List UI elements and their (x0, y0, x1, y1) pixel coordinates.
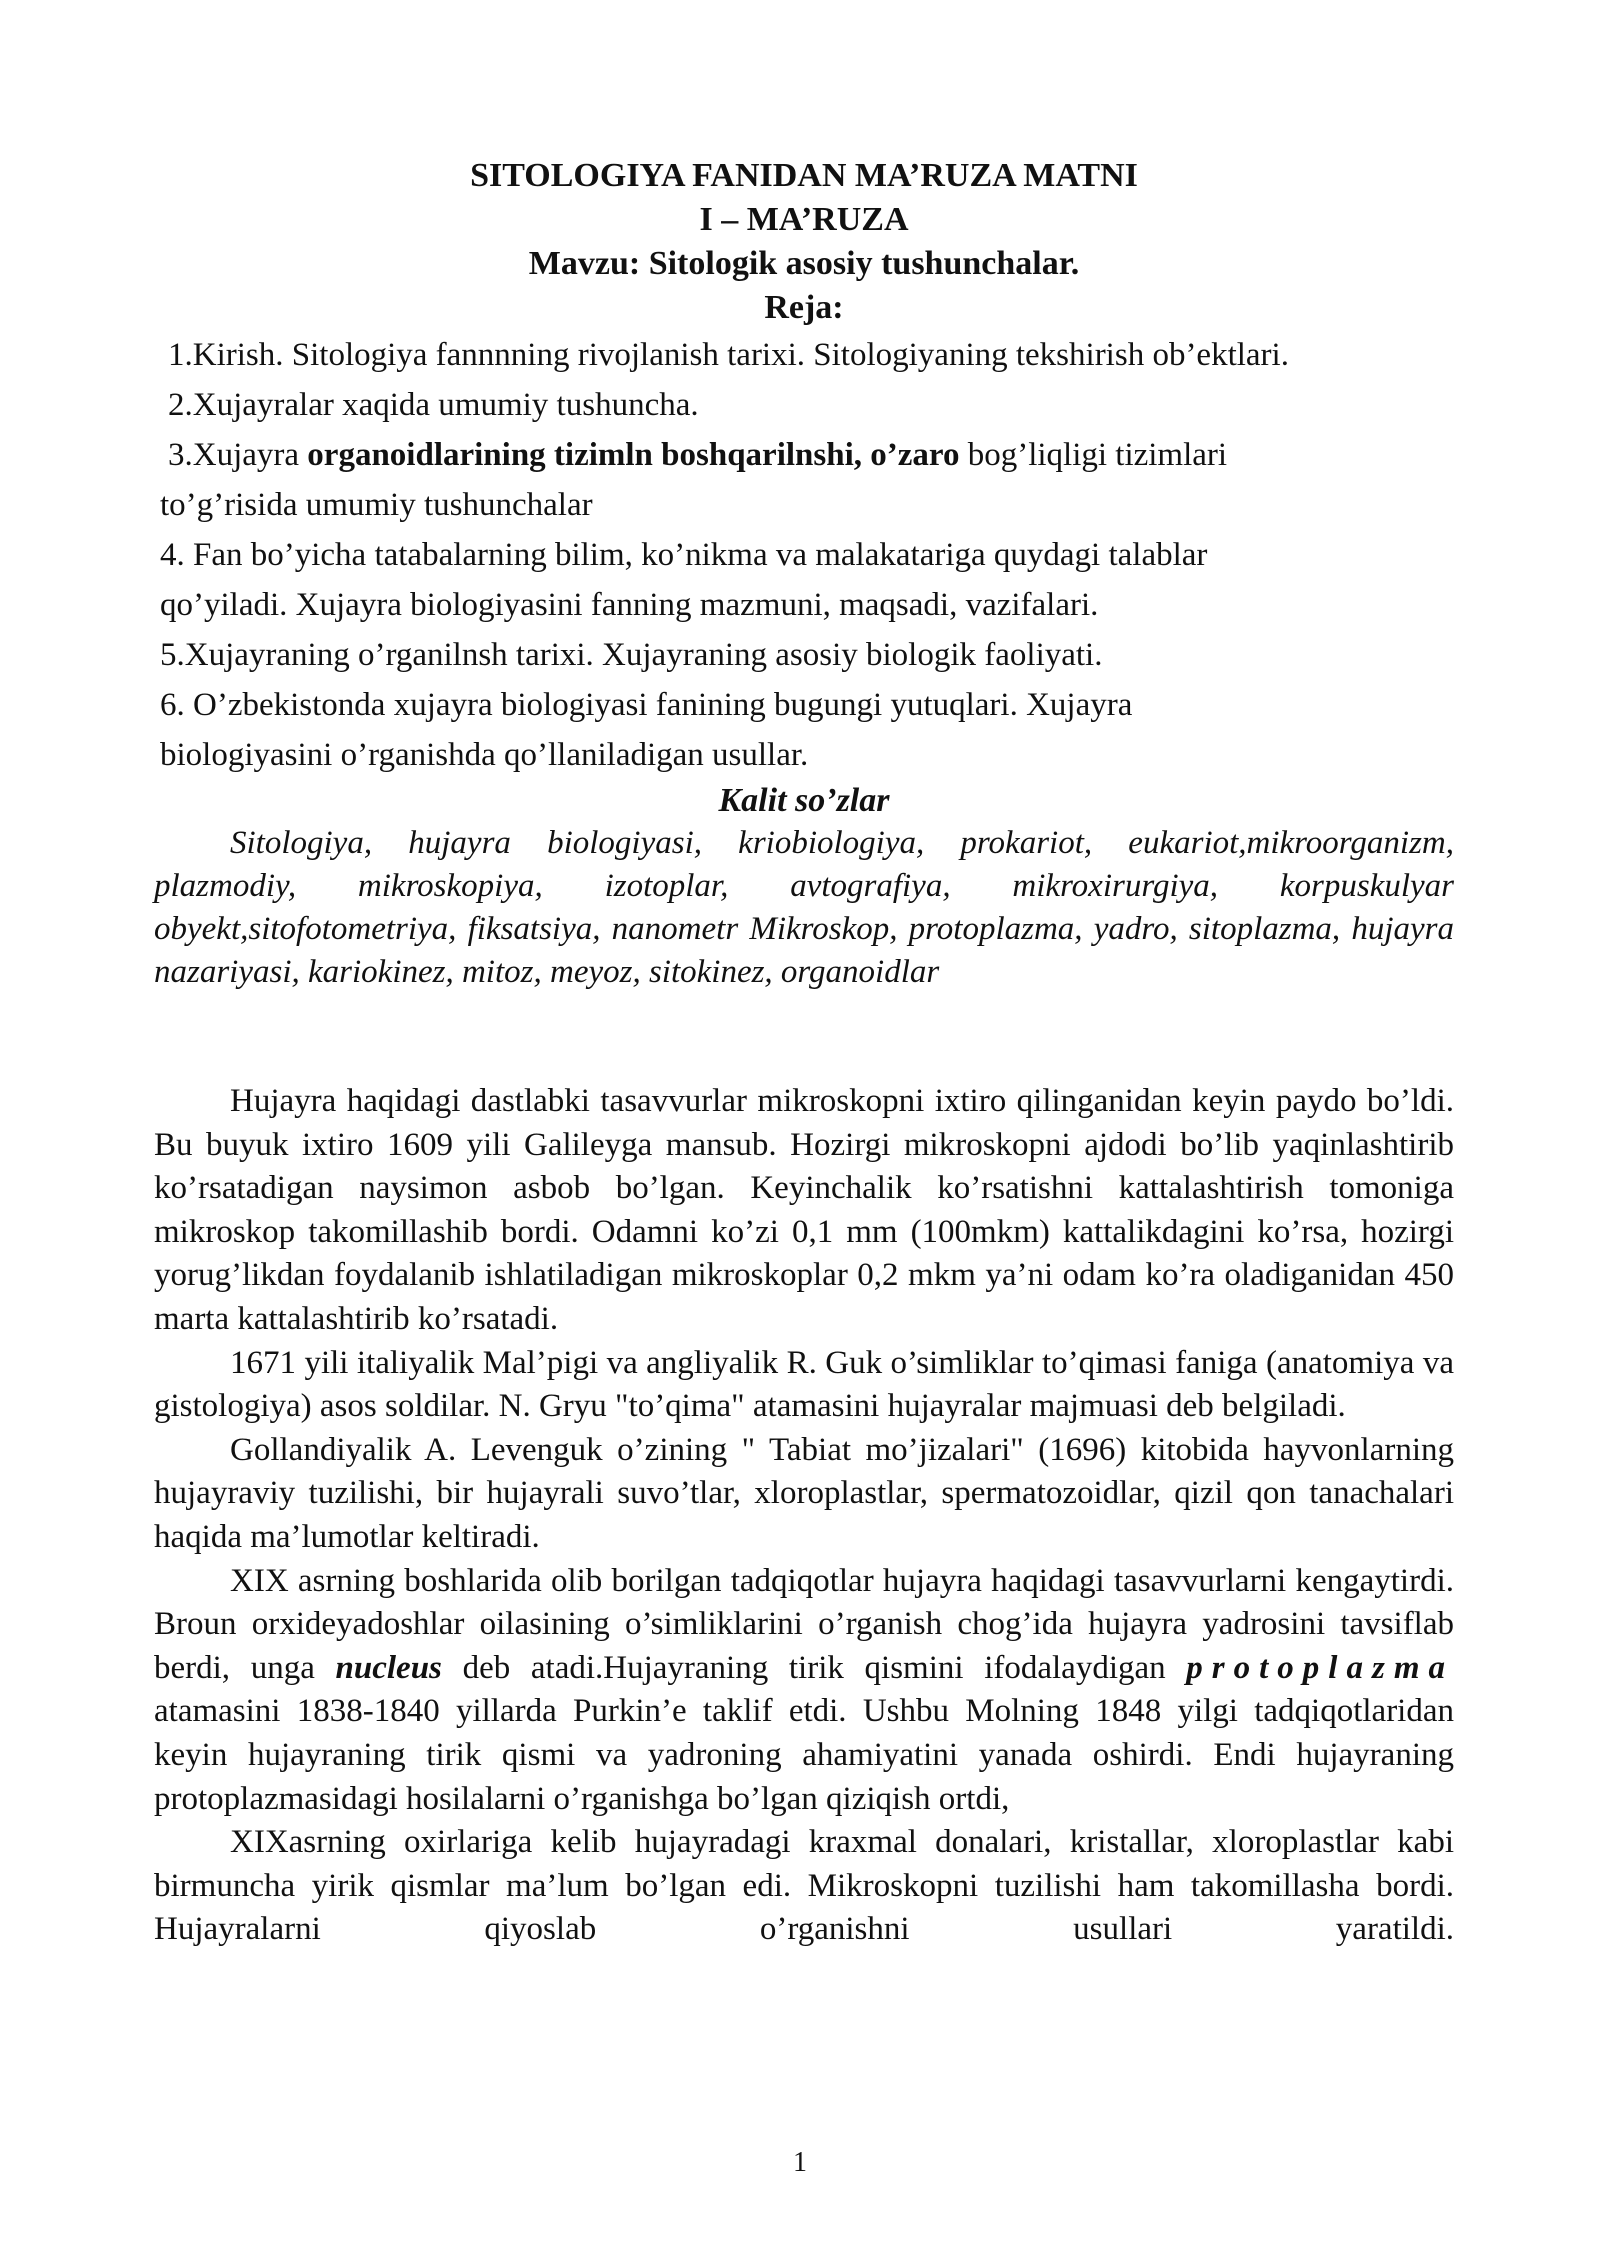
keywords-text: Sitologiya, hujayra biologiyasi, kriobiologiya, prokariot, eukariot,mikroorganizm, plazmodiy, mikroskopiya, izotoplar, avtografiya, mikroxirurgiya, korpuskulyar obyekt,sitofotometriya, fiksatsiya, nanometr Mikroskop, protoplazma, yadro, sitoplazma, hujayra nazariyasi, kariokinez, mitoz, meyoz, sitokinez, organoidlar (154, 825, 1454, 990)
document-title: SITOLOGIYA FANIDAN MA’RUZA MATNI (470, 157, 1138, 194)
plan-item-5: 5.Xujayraning o’rganilnsh tarixi. Xujayraning asosiy biologik faoliyati. (160, 637, 1103, 673)
keywords-list (154, 822, 1454, 994)
plan-heading: Reja: (764, 289, 844, 326)
paragraph-2: 1671 yili italiyalik Mal’pigi va angliyalik R. Guk o’simliklar to’qimasi faniga (anatomiya va gistologiya) asos soldilar. N. Gryu "to’qima" atamasini hujayralar majmuasi deb belgiladi. (154, 1344, 1454, 1425)
plan-item-3 (160, 430, 1460, 480)
plan-item-1: 1.Kirish. Sitologiya fannnning rivojlanish tarixi. Sitologiyaning tekshirish ob’ektlari. (168, 337, 1289, 373)
body-text (154, 1080, 1454, 1952)
paragraph-4-part-b: deb atadi.Hujayraning tirik qismini ifodalaydigan (441, 1649, 1187, 1686)
paragraph-4-part-a: XIX asrning boshlarida olib borilgan tadqiqotlar hujayra haqidagi tasavvurlarni kengaytirdi. Broun orxideyadoshlar oilasining o’simliklarini o’rganish chog’ida hujayra yadrosini tavsiflab berdi, unga (154, 1562, 1454, 1686)
paragraph-5: XIXasrning oxirlariga kelib hujayradagi kraxmal donalari, kristallar, xloroplastlar kabi birmuncha yirik qismlar ma’lum bo’lgan edi. Mikroskopni tuzilishi ham takomillasha bordi. Hujayralarni qiyoslab o’rganishni usullari yaratildi. (154, 1824, 1454, 1948)
paragraph-4 (154, 1560, 1454, 1822)
paragraph-1: Hujayra haqidagi dastlabki tasavvurlar mikroskopni ixtiro qilinganidan keyin paydo bo’ldi. Bu buyuk ixtiro 1609 yili Galileyga mansub. Hozirgi mikroskopni ajdodi bo’lib yaqinlashtirib ko’rsatadigan naysimon asbob bo’lgan. Keyinchalik ko’rsatishni kattalashtirish tomoniga mikroskop takomillashib bordi. Odamni ko’zi 0,1 mm (100mkm) kattalikdagini ko’rsa, hozirgi yorug’likdan foydalanib ishlatiladigan mikroskoplar 0,2 mkm ya’ni odam ko’ra oladiganidan 450 marta kattalashtirib ko’rsatadi. (154, 1083, 1454, 1337)
plan-item-6-continued: biologiyasini o’rganishda qo’llaniladigan usullar. (160, 737, 809, 773)
plan-item-3-text: 3.Xujayra (168, 437, 308, 473)
plan-item-3-tail: bog’liqligi tizimlari (959, 437, 1228, 473)
plan-item-3-continued: to’g’risida umumiy tushunchalar (160, 487, 593, 523)
lecture-topic: Mavzu: Sitologik asosiy tushunchalar. (528, 245, 1080, 282)
plan-item-4-continued: qo’yiladi. Xujayra biologiyasini fanning mazmuni, maqsadi, vazifalari. (160, 587, 1099, 623)
paragraph-3: Gollandiyalik A. Levenguk o’zining " Tabiat mo’jizalari" (1696) kitobida hayvonlarning hujayraviy tuzilishi, bir hujayrali suvo’tlar, xloroplastlar, spermatozoidlar, qizil qon tanachalari haqida ma’lumotlar keltiradi. (154, 1431, 1454, 1555)
paragraph-4-part-c: atamasini 1838-1840 yillarda Purkin’e taklif etdi. Ushbu Molning 1848 yilgi tadqiqotlaridan keyin hujayraning tirik qismi va yadroning ahamiyatini yanada oshirdi. Endi hujayraning protoplazmasidagi hosilalarni o’rganishga bo’lgan qiziqish ortdi, (154, 1693, 1454, 1817)
plan-item-3-bold: organoidlarining tizimln boshqarilnshi, o’zaro (307, 437, 960, 473)
keywords-heading: Kalit so’zlar (718, 782, 890, 819)
term-protoplazma: protoplazma (1186, 1649, 1454, 1686)
plan-list (160, 330, 1460, 780)
plan-item-2: 2.Xujayralar xaqida umumiy tushuncha. (168, 387, 699, 423)
plan-item-6: 6. O’zbekistonda xujayra biologiyasi fanining bugungi yutuqlari. Xujayra (160, 687, 1133, 723)
lecture-number: I – MA’RUZA (699, 201, 909, 238)
page-number: 1 (793, 2147, 807, 2178)
term-nucleus: nucleus (335, 1649, 442, 1686)
plan-item-4: 4. Fan bo’yicha tatabalarning bilim, ko’nikma va malakatariga quydagi talablar (160, 537, 1208, 573)
